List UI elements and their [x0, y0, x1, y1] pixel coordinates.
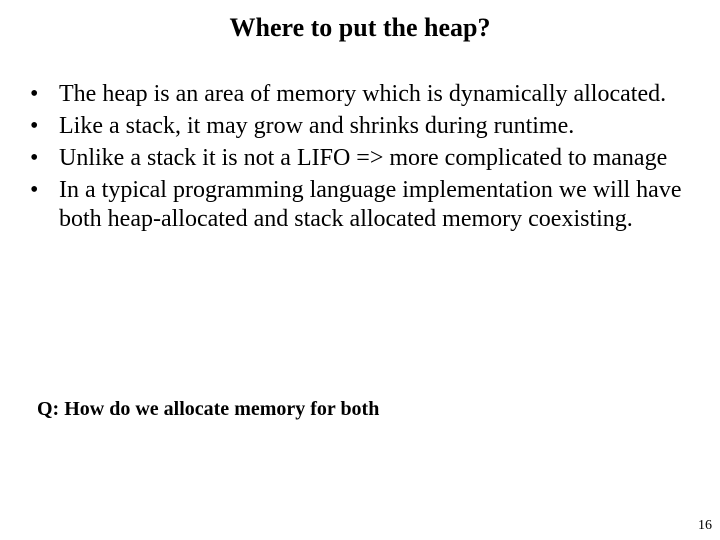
- bullet-item: [30, 144, 690, 173]
- bullet-item: [30, 112, 690, 141]
- bullet-text: Like a stack, it may grow and shrinks during runtime.: [59, 113, 575, 139]
- question-text: Q: How do we allocate memory for both: [37, 398, 380, 420]
- bullet-icon: •: [30, 145, 39, 171]
- page-number: 16: [698, 518, 712, 533]
- bullet-list: [30, 80, 690, 237]
- bullet-icon: •: [30, 177, 39, 203]
- bullet-item: [30, 176, 690, 234]
- slide-title: Where to put the heap?: [229, 13, 491, 42]
- bullet-text: Unlike a stack it is not a LIFO => more complicated to manage: [59, 145, 668, 171]
- bullet-icon: •: [30, 81, 39, 107]
- bullet-item: [30, 80, 690, 109]
- bullet-icon: •: [30, 113, 39, 139]
- bullet-text: The heap is an area of memory which is dynamically allocated.: [59, 81, 667, 107]
- bullet-text: In a typical programming language implementation we will have both heap-allocated and stack allocated memory coexisting.: [59, 177, 682, 232]
